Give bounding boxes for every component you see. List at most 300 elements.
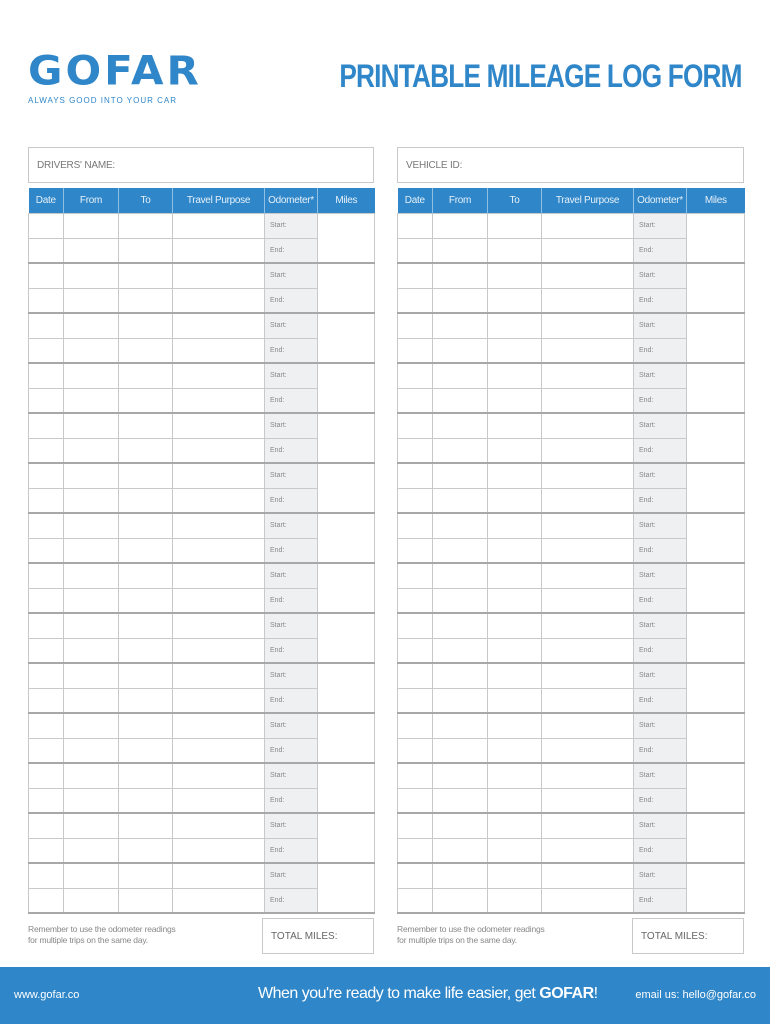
purpose-cell[interactable] bbox=[542, 363, 634, 388]
odometer-start-cell[interactable]: Start: bbox=[265, 513, 318, 538]
to-cell[interactable] bbox=[119, 313, 173, 338]
odometer-start-cell[interactable]: Start: bbox=[265, 263, 318, 288]
purpose-cell[interactable] bbox=[173, 463, 265, 488]
from-cell[interactable] bbox=[433, 388, 488, 413]
purpose-cell[interactable] bbox=[173, 713, 265, 738]
miles-cell[interactable] bbox=[318, 463, 375, 513]
to-cell[interactable] bbox=[488, 588, 542, 613]
date-cell[interactable] bbox=[398, 438, 433, 463]
odometer-start-cell[interactable]: Start: bbox=[634, 363, 687, 388]
from-cell[interactable] bbox=[64, 713, 119, 738]
driver-name-field[interactable] bbox=[28, 147, 374, 183]
from-cell[interactable] bbox=[433, 888, 488, 913]
date-cell[interactable] bbox=[29, 763, 64, 788]
from-cell[interactable] bbox=[64, 463, 119, 488]
to-cell[interactable] bbox=[488, 238, 542, 263]
purpose-cell[interactable] bbox=[173, 588, 265, 613]
to-cell[interactable] bbox=[119, 888, 173, 913]
date-cell[interactable] bbox=[398, 513, 433, 538]
odometer-end-cell[interactable]: End: bbox=[265, 588, 318, 613]
odometer-end-cell[interactable]: End: bbox=[634, 888, 687, 913]
from-cell[interactable] bbox=[64, 688, 119, 713]
miles-cell[interactable] bbox=[318, 663, 375, 713]
odometer-start-cell[interactable]: Start: bbox=[265, 363, 318, 388]
to-cell[interactable] bbox=[119, 488, 173, 513]
from-cell[interactable] bbox=[433, 538, 488, 563]
purpose-cell[interactable] bbox=[542, 688, 634, 713]
date-cell[interactable] bbox=[29, 813, 64, 838]
miles-cell[interactable] bbox=[318, 763, 375, 813]
date-cell[interactable] bbox=[398, 888, 433, 913]
from-cell[interactable] bbox=[64, 838, 119, 863]
odometer-start-cell[interactable]: Start: bbox=[634, 663, 687, 688]
odometer-end-cell[interactable]: End: bbox=[265, 488, 318, 513]
date-cell[interactable] bbox=[29, 313, 64, 338]
from-cell[interactable] bbox=[64, 638, 119, 663]
purpose-cell[interactable] bbox=[542, 888, 634, 913]
from-cell[interactable] bbox=[433, 563, 488, 588]
odometer-start-cell[interactable]: Start: bbox=[265, 563, 318, 588]
date-cell[interactable] bbox=[29, 688, 64, 713]
purpose-cell[interactable] bbox=[542, 313, 634, 338]
to-cell[interactable] bbox=[488, 663, 542, 688]
to-cell[interactable] bbox=[119, 438, 173, 463]
to-cell[interactable] bbox=[488, 838, 542, 863]
to-cell[interactable] bbox=[488, 463, 542, 488]
date-cell[interactable] bbox=[398, 413, 433, 438]
date-cell[interactable] bbox=[29, 863, 64, 888]
purpose-cell[interactable] bbox=[542, 713, 634, 738]
purpose-cell[interactable] bbox=[542, 438, 634, 463]
date-cell[interactable] bbox=[29, 788, 64, 813]
odometer-start-cell[interactable]: Start: bbox=[634, 463, 687, 488]
miles-cell[interactable] bbox=[687, 463, 745, 513]
odometer-end-cell[interactable]: End: bbox=[634, 338, 687, 363]
to-cell[interactable] bbox=[119, 738, 173, 763]
date-cell[interactable] bbox=[398, 788, 433, 813]
date-cell[interactable] bbox=[398, 563, 433, 588]
date-cell[interactable] bbox=[398, 213, 433, 238]
vehicle-id-field[interactable] bbox=[397, 147, 744, 183]
date-cell[interactable] bbox=[398, 863, 433, 888]
from-cell[interactable] bbox=[433, 338, 488, 363]
odometer-end-cell[interactable]: End: bbox=[265, 638, 318, 663]
date-cell[interactable] bbox=[29, 263, 64, 288]
date-cell[interactable] bbox=[398, 263, 433, 288]
to-cell[interactable] bbox=[488, 513, 542, 538]
purpose-cell[interactable] bbox=[173, 438, 265, 463]
to-cell[interactable] bbox=[119, 513, 173, 538]
purpose-cell[interactable] bbox=[173, 363, 265, 388]
date-cell[interactable] bbox=[29, 388, 64, 413]
purpose-cell[interactable] bbox=[542, 263, 634, 288]
date-cell[interactable] bbox=[398, 538, 433, 563]
odometer-end-cell[interactable]: End: bbox=[265, 538, 318, 563]
odometer-end-cell[interactable]: End: bbox=[634, 638, 687, 663]
date-cell[interactable] bbox=[29, 713, 64, 738]
to-cell[interactable] bbox=[488, 213, 542, 238]
odometer-start-cell[interactable]: Start: bbox=[634, 413, 687, 438]
from-cell[interactable] bbox=[433, 813, 488, 838]
to-cell[interactable] bbox=[119, 788, 173, 813]
from-cell[interactable] bbox=[64, 338, 119, 363]
to-cell[interactable] bbox=[119, 213, 173, 238]
purpose-cell[interactable] bbox=[173, 813, 265, 838]
from-cell[interactable] bbox=[433, 438, 488, 463]
odometer-start-cell[interactable]: Start: bbox=[265, 213, 318, 238]
purpose-cell[interactable] bbox=[173, 388, 265, 413]
date-cell[interactable] bbox=[398, 588, 433, 613]
odometer-end-cell[interactable]: End: bbox=[634, 538, 687, 563]
to-cell[interactable] bbox=[119, 413, 173, 438]
date-cell[interactable] bbox=[29, 613, 64, 638]
purpose-cell[interactable] bbox=[542, 563, 634, 588]
purpose-cell[interactable] bbox=[173, 613, 265, 638]
to-cell[interactable] bbox=[119, 338, 173, 363]
to-cell[interactable] bbox=[488, 863, 542, 888]
odometer-start-cell[interactable]: Start: bbox=[634, 763, 687, 788]
from-cell[interactable] bbox=[433, 688, 488, 713]
odometer-end-cell[interactable]: End: bbox=[634, 588, 687, 613]
to-cell[interactable] bbox=[488, 538, 542, 563]
purpose-cell[interactable] bbox=[542, 463, 634, 488]
to-cell[interactable] bbox=[119, 238, 173, 263]
to-cell[interactable] bbox=[488, 338, 542, 363]
purpose-cell[interactable] bbox=[173, 338, 265, 363]
purpose-cell[interactable] bbox=[173, 238, 265, 263]
purpose-cell[interactable] bbox=[542, 863, 634, 888]
from-cell[interactable] bbox=[64, 738, 119, 763]
purpose-cell[interactable] bbox=[542, 338, 634, 363]
odometer-start-cell[interactable]: Start: bbox=[265, 463, 318, 488]
from-cell[interactable] bbox=[64, 288, 119, 313]
purpose-cell[interactable] bbox=[173, 863, 265, 888]
miles-cell[interactable] bbox=[318, 513, 375, 563]
from-cell[interactable] bbox=[433, 663, 488, 688]
to-cell[interactable] bbox=[488, 813, 542, 838]
from-cell[interactable] bbox=[64, 563, 119, 588]
miles-cell[interactable] bbox=[318, 613, 375, 663]
from-cell[interactable] bbox=[64, 388, 119, 413]
purpose-cell[interactable] bbox=[173, 538, 265, 563]
to-cell[interactable] bbox=[488, 413, 542, 438]
purpose-cell[interactable] bbox=[173, 213, 265, 238]
odometer-start-cell[interactable]: Start: bbox=[634, 213, 687, 238]
odometer-end-cell[interactable]: End: bbox=[265, 288, 318, 313]
to-cell[interactable] bbox=[119, 288, 173, 313]
to-cell[interactable] bbox=[119, 838, 173, 863]
to-cell[interactable] bbox=[119, 638, 173, 663]
from-cell[interactable] bbox=[64, 763, 119, 788]
date-cell[interactable] bbox=[29, 463, 64, 488]
miles-cell[interactable] bbox=[687, 663, 745, 713]
date-cell[interactable] bbox=[398, 713, 433, 738]
to-cell[interactable] bbox=[488, 488, 542, 513]
odometer-end-cell[interactable]: End: bbox=[634, 838, 687, 863]
miles-cell[interactable] bbox=[687, 413, 745, 463]
from-cell[interactable] bbox=[64, 863, 119, 888]
odometer-start-cell[interactable]: Start: bbox=[634, 613, 687, 638]
miles-cell[interactable] bbox=[318, 863, 375, 913]
from-cell[interactable] bbox=[433, 638, 488, 663]
purpose-cell[interactable] bbox=[173, 488, 265, 513]
from-cell[interactable] bbox=[433, 713, 488, 738]
from-cell[interactable] bbox=[433, 763, 488, 788]
purpose-cell[interactable] bbox=[173, 413, 265, 438]
total-miles-box-left[interactable] bbox=[262, 918, 374, 954]
miles-cell[interactable] bbox=[687, 313, 745, 363]
date-cell[interactable] bbox=[29, 513, 64, 538]
from-cell[interactable] bbox=[64, 238, 119, 263]
odometer-start-cell[interactable]: Start: bbox=[634, 263, 687, 288]
to-cell[interactable] bbox=[119, 363, 173, 388]
odometer-end-cell[interactable]: End: bbox=[265, 688, 318, 713]
from-cell[interactable] bbox=[64, 363, 119, 388]
purpose-cell[interactable] bbox=[542, 838, 634, 863]
purpose-cell[interactable] bbox=[542, 763, 634, 788]
from-cell[interactable] bbox=[64, 263, 119, 288]
from-cell[interactable] bbox=[64, 213, 119, 238]
from-cell[interactable] bbox=[64, 663, 119, 688]
purpose-cell[interactable] bbox=[173, 313, 265, 338]
date-cell[interactable] bbox=[29, 363, 64, 388]
miles-cell[interactable] bbox=[318, 563, 375, 613]
from-cell[interactable] bbox=[433, 513, 488, 538]
date-cell[interactable] bbox=[398, 288, 433, 313]
from-cell[interactable] bbox=[433, 313, 488, 338]
miles-cell[interactable] bbox=[318, 313, 375, 363]
to-cell[interactable] bbox=[488, 763, 542, 788]
to-cell[interactable] bbox=[488, 713, 542, 738]
to-cell[interactable] bbox=[488, 638, 542, 663]
odometer-start-cell[interactable]: Start: bbox=[265, 813, 318, 838]
purpose-cell[interactable] bbox=[173, 288, 265, 313]
miles-cell[interactable] bbox=[318, 263, 375, 313]
date-cell[interactable] bbox=[29, 413, 64, 438]
from-cell[interactable] bbox=[64, 813, 119, 838]
from-cell[interactable] bbox=[433, 488, 488, 513]
purpose-cell[interactable] bbox=[542, 813, 634, 838]
from-cell[interactable] bbox=[64, 788, 119, 813]
purpose-cell[interactable] bbox=[542, 388, 634, 413]
date-cell[interactable] bbox=[398, 813, 433, 838]
date-cell[interactable] bbox=[29, 888, 64, 913]
from-cell[interactable] bbox=[433, 238, 488, 263]
date-cell[interactable] bbox=[398, 763, 433, 788]
from-cell[interactable] bbox=[64, 313, 119, 338]
odometer-end-cell[interactable]: End: bbox=[634, 488, 687, 513]
date-cell[interactable] bbox=[398, 488, 433, 513]
from-cell[interactable] bbox=[433, 263, 488, 288]
purpose-cell[interactable] bbox=[542, 663, 634, 688]
odometer-start-cell[interactable]: Start: bbox=[265, 763, 318, 788]
to-cell[interactable] bbox=[119, 263, 173, 288]
to-cell[interactable] bbox=[488, 363, 542, 388]
miles-cell[interactable] bbox=[687, 713, 745, 763]
to-cell[interactable] bbox=[488, 563, 542, 588]
odometer-end-cell[interactable]: End: bbox=[634, 738, 687, 763]
odometer-end-cell[interactable]: End: bbox=[265, 238, 318, 263]
odometer-end-cell[interactable]: End: bbox=[265, 888, 318, 913]
purpose-cell[interactable] bbox=[542, 538, 634, 563]
odometer-start-cell[interactable]: Start: bbox=[265, 863, 318, 888]
from-cell[interactable] bbox=[433, 838, 488, 863]
from-cell[interactable] bbox=[64, 438, 119, 463]
to-cell[interactable] bbox=[119, 463, 173, 488]
miles-cell[interactable] bbox=[318, 363, 375, 413]
to-cell[interactable] bbox=[488, 788, 542, 813]
date-cell[interactable] bbox=[398, 388, 433, 413]
purpose-cell[interactable] bbox=[173, 513, 265, 538]
from-cell[interactable] bbox=[64, 513, 119, 538]
to-cell[interactable] bbox=[488, 388, 542, 413]
from-cell[interactable] bbox=[433, 613, 488, 638]
from-cell[interactable] bbox=[433, 788, 488, 813]
purpose-cell[interactable] bbox=[542, 738, 634, 763]
miles-cell[interactable] bbox=[687, 613, 745, 663]
odometer-end-cell[interactable]: End: bbox=[634, 688, 687, 713]
odometer-end-cell[interactable]: End: bbox=[634, 238, 687, 263]
miles-cell[interactable] bbox=[687, 263, 745, 313]
from-cell[interactable] bbox=[64, 588, 119, 613]
date-cell[interactable] bbox=[398, 838, 433, 863]
purpose-cell[interactable] bbox=[542, 638, 634, 663]
from-cell[interactable] bbox=[433, 363, 488, 388]
purpose-cell[interactable] bbox=[542, 488, 634, 513]
to-cell[interactable] bbox=[119, 688, 173, 713]
from-cell[interactable] bbox=[64, 488, 119, 513]
to-cell[interactable] bbox=[488, 263, 542, 288]
footer-email-link[interactable]: email us: hello@gofar.co bbox=[635, 989, 756, 1001]
from-cell[interactable] bbox=[64, 613, 119, 638]
purpose-cell[interactable] bbox=[173, 563, 265, 588]
date-cell[interactable] bbox=[398, 463, 433, 488]
miles-cell[interactable] bbox=[687, 763, 745, 813]
odometer-start-cell[interactable]: Start: bbox=[634, 513, 687, 538]
miles-cell[interactable] bbox=[687, 563, 745, 613]
date-cell[interactable] bbox=[29, 213, 64, 238]
to-cell[interactable] bbox=[488, 688, 542, 713]
miles-cell[interactable] bbox=[318, 713, 375, 763]
purpose-cell[interactable] bbox=[173, 663, 265, 688]
odometer-start-cell[interactable]: Start: bbox=[634, 313, 687, 338]
purpose-cell[interactable] bbox=[173, 788, 265, 813]
date-cell[interactable] bbox=[398, 688, 433, 713]
purpose-cell[interactable] bbox=[542, 613, 634, 638]
purpose-cell[interactable] bbox=[173, 638, 265, 663]
from-cell[interactable] bbox=[433, 213, 488, 238]
purpose-cell[interactable] bbox=[173, 838, 265, 863]
date-cell[interactable] bbox=[398, 663, 433, 688]
from-cell[interactable] bbox=[433, 738, 488, 763]
from-cell[interactable] bbox=[433, 463, 488, 488]
miles-cell[interactable] bbox=[687, 363, 745, 413]
from-cell[interactable] bbox=[433, 413, 488, 438]
to-cell[interactable] bbox=[119, 863, 173, 888]
date-cell[interactable] bbox=[29, 838, 64, 863]
odometer-end-cell[interactable]: End: bbox=[634, 288, 687, 313]
date-cell[interactable] bbox=[29, 438, 64, 463]
purpose-cell[interactable] bbox=[542, 513, 634, 538]
to-cell[interactable] bbox=[119, 713, 173, 738]
to-cell[interactable] bbox=[488, 888, 542, 913]
date-cell[interactable] bbox=[398, 363, 433, 388]
odometer-start-cell[interactable]: Start: bbox=[265, 713, 318, 738]
miles-cell[interactable] bbox=[687, 513, 745, 563]
odometer-start-cell[interactable]: Start: bbox=[265, 613, 318, 638]
date-cell[interactable] bbox=[29, 738, 64, 763]
purpose-cell[interactable] bbox=[173, 263, 265, 288]
from-cell[interactable] bbox=[433, 588, 488, 613]
miles-cell[interactable] bbox=[687, 863, 745, 913]
miles-cell[interactable] bbox=[687, 213, 745, 263]
date-cell[interactable] bbox=[29, 238, 64, 263]
from-cell[interactable] bbox=[64, 888, 119, 913]
from-cell[interactable] bbox=[433, 863, 488, 888]
total-miles-box-right[interactable] bbox=[632, 918, 744, 954]
to-cell[interactable] bbox=[119, 563, 173, 588]
date-cell[interactable] bbox=[398, 338, 433, 363]
odometer-end-cell[interactable]: End: bbox=[265, 838, 318, 863]
miles-cell[interactable] bbox=[687, 813, 745, 863]
odometer-end-cell[interactable]: End: bbox=[265, 738, 318, 763]
odometer-start-cell[interactable]: Start: bbox=[265, 413, 318, 438]
date-cell[interactable] bbox=[398, 313, 433, 338]
footer-website-link[interactable]: www.gofar.co bbox=[14, 989, 80, 1001]
purpose-cell[interactable] bbox=[542, 588, 634, 613]
purpose-cell[interactable] bbox=[542, 238, 634, 263]
to-cell[interactable] bbox=[488, 438, 542, 463]
purpose-cell[interactable] bbox=[542, 788, 634, 813]
date-cell[interactable] bbox=[398, 613, 433, 638]
odometer-end-cell[interactable]: End: bbox=[265, 438, 318, 463]
date-cell[interactable] bbox=[29, 288, 64, 313]
odometer-end-cell[interactable]: End: bbox=[634, 438, 687, 463]
purpose-cell[interactable] bbox=[173, 888, 265, 913]
odometer-end-cell[interactable]: End: bbox=[634, 388, 687, 413]
odometer-start-cell[interactable]: Start: bbox=[265, 663, 318, 688]
to-cell[interactable] bbox=[488, 288, 542, 313]
odometer-end-cell[interactable]: End: bbox=[265, 788, 318, 813]
to-cell[interactable] bbox=[488, 613, 542, 638]
from-cell[interactable] bbox=[433, 288, 488, 313]
purpose-cell[interactable] bbox=[542, 288, 634, 313]
odometer-start-cell[interactable]: Start: bbox=[634, 813, 687, 838]
date-cell[interactable] bbox=[29, 338, 64, 363]
from-cell[interactable] bbox=[64, 538, 119, 563]
odometer-end-cell[interactable]: End: bbox=[265, 388, 318, 413]
date-cell[interactable] bbox=[29, 588, 64, 613]
miles-cell[interactable] bbox=[318, 213, 375, 263]
purpose-cell[interactable] bbox=[542, 413, 634, 438]
date-cell[interactable] bbox=[398, 238, 433, 263]
date-cell[interactable] bbox=[29, 538, 64, 563]
date-cell[interactable] bbox=[29, 563, 64, 588]
date-cell[interactable] bbox=[29, 638, 64, 663]
to-cell[interactable] bbox=[119, 663, 173, 688]
to-cell[interactable] bbox=[119, 538, 173, 563]
odometer-start-cell[interactable]: Start: bbox=[634, 563, 687, 588]
purpose-cell[interactable] bbox=[542, 213, 634, 238]
date-cell[interactable] bbox=[29, 663, 64, 688]
to-cell[interactable] bbox=[119, 388, 173, 413]
purpose-cell[interactable] bbox=[173, 688, 265, 713]
purpose-cell[interactable] bbox=[173, 738, 265, 763]
miles-cell[interactable] bbox=[318, 413, 375, 463]
to-cell[interactable] bbox=[119, 588, 173, 613]
odometer-start-cell[interactable]: Start: bbox=[634, 863, 687, 888]
to-cell[interactable] bbox=[488, 313, 542, 338]
